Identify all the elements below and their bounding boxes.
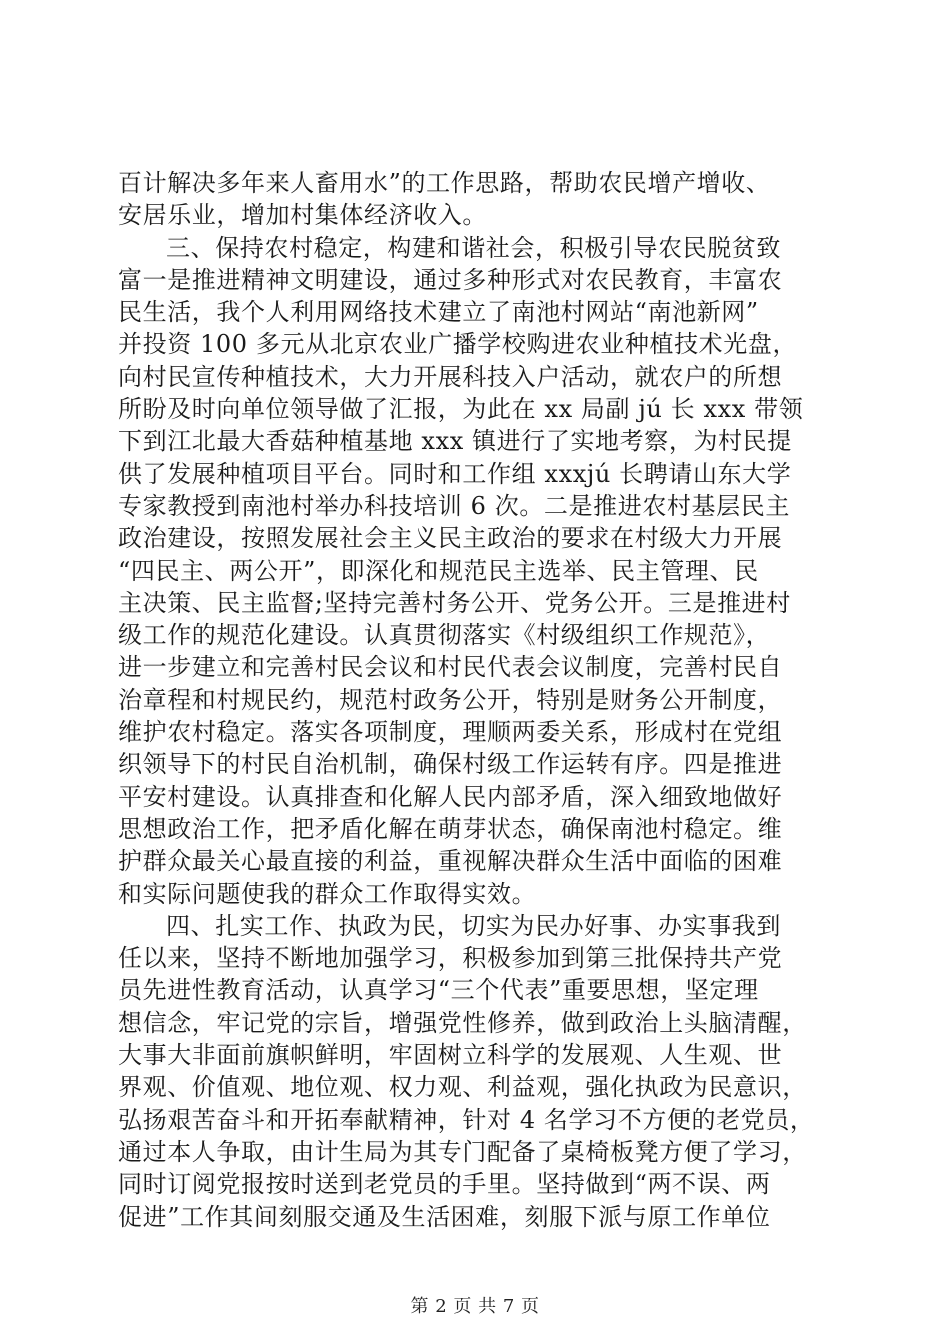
text-line: 员先进性教育活动，认真学习“三个代表”重要思想，坚定理 xyxy=(118,976,759,1005)
text-line: 供了发展种植项目平台。同时和工作组 xxxjú 长聘请山东大学 xyxy=(118,459,792,488)
text-line: 治章程和村规民约，规范村政务公开，特别是财务公开制度， xyxy=(118,685,783,714)
text-line: 护群众最关心最直接的利益，重视解决群众生活中面临的困难 xyxy=(118,847,783,876)
text-line: 下到江北最大香菇种植基地 xxx 镇进行了实地考察，为村民提 xyxy=(118,427,792,456)
text-line: 并投资 100 多元从北京农业广播学校购进农业种植技术光盘， xyxy=(118,330,798,359)
text-line: 通过本人争取，由计生局为其专门配备了桌椅板凳方便了学习， xyxy=(118,1137,807,1166)
text-line: 向村民宣传种植技术，大力开展科技入户活动，就农户的所想 xyxy=(118,362,783,391)
text-line: 四、扎实工作、执政为民，切实为民办好事、办实事我到 xyxy=(166,911,781,940)
text-line: 织领导下的村民自治机制，确保村级工作运转有序。四是推进 xyxy=(118,750,783,779)
text-line: 主决策、民主监督;坚持完善村务公开、党务公开。三是推进村 xyxy=(118,588,791,617)
text-line: 富一是推进精神文明建设，通过多种形式对农民教育，丰富农 xyxy=(118,265,783,294)
text-line: 界观、价值观、地位观、权力观、利益观，强化执政为民意识， xyxy=(118,1073,807,1102)
page-footer: 第 2 页 共 7 页 xyxy=(410,1296,540,1317)
text-line: 和实际问题使我的群众工作取得实效。 xyxy=(118,879,537,908)
document-body xyxy=(118,167,838,1233)
text-line: 专家教授到南池村举办科技培训 6 次。二是推进农村基层民主 xyxy=(118,491,790,520)
text-line: 三、保持农村稳定，构建和谐社会，积极引导农民脱贫致 xyxy=(166,233,781,262)
text-line: 进一步建立和完善村民会议和村民代表会议制度，完善村民自 xyxy=(118,653,783,682)
text-line: 任以来，坚持不断地加强学习，积极参加到第三批保持共产党 xyxy=(118,944,783,973)
text-line: 大事大非面前旗帜鲜明，牢固树立科学的发展观、人生观、世 xyxy=(118,1041,783,1070)
text-line: 维护农村稳定。落实各项制度，理顺两委关系，形成村在党组 xyxy=(118,718,783,747)
text-line: 政治建设，按照发展社会主义民主政治的要求在村级大力开展 xyxy=(118,524,783,553)
text-line: 平安村建设。认真排查和化解人民内部矛盾，深入细致地做好 xyxy=(118,782,783,811)
text-line: 弘扬艰苦奋斗和开拓奉献精神，针对 4 名学习不方便的老党员， xyxy=(118,1105,815,1134)
text-line: 安居乐业，增加村集体经济收入。 xyxy=(118,201,487,230)
text-line: 思想政治工作，把矛盾化解在萌芽状态，确保南池村稳定。维 xyxy=(118,814,783,843)
text-line: 所盼及时向单位领导做了汇报，为此在 xx 局副 jú 长 xxx 带领 xyxy=(118,395,804,424)
text-line: 民生活，我个人利用网络技术建立了南池村网站“南池新网” xyxy=(118,298,759,327)
text-line: 百计解决多年来人畜用水”的工作思路，帮助农民增产增收、 xyxy=(118,169,771,197)
text-line: 想信念，牢记党的宗旨，增强党性修养，做到政治上头脑清醒， xyxy=(118,1008,807,1037)
text-line: 促进”工作其间刻服交通及生活困难，刻服下派与原工作单位 xyxy=(118,1202,771,1231)
text-line: 级工作的规范化建设。认真贯彻落实《村级组织工作规范》， xyxy=(118,621,771,650)
text-line: “四民主、两公开”，即深化和规范民主选举、民主管理、民 xyxy=(118,556,759,585)
text-line: 同时订阅党报按时送到老党员的手里。坚持做到“两不误、两 xyxy=(118,1170,771,1199)
